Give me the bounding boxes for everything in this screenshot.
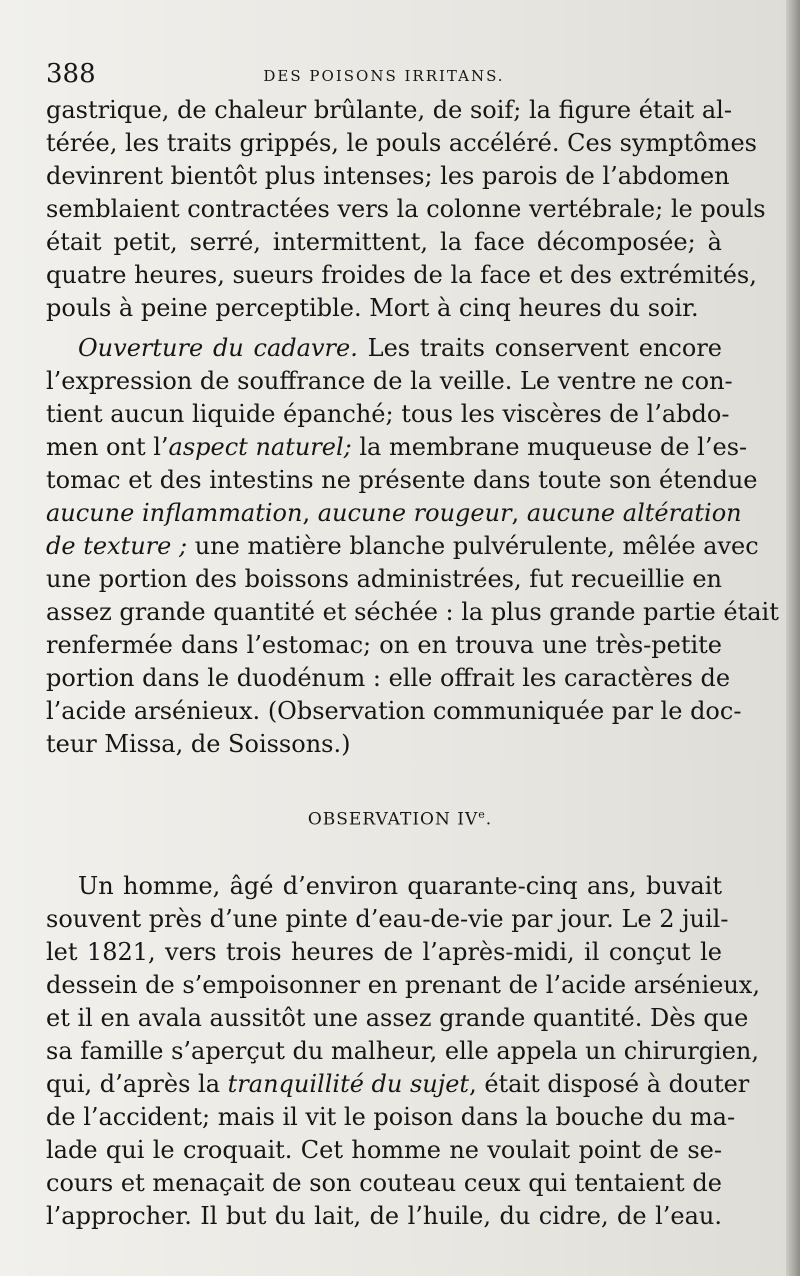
text-line: assez grande quantité et séchée : la plus grande partie était [46, 598, 779, 626]
italic-text: Ouverture du cadavre. [78, 334, 358, 362]
text-line: cours et menaçait de son couteau ceux qui tentaient de [46, 1169, 722, 1197]
text-span: , était disposé à douter [469, 1070, 750, 1098]
text-line: pouls à peine perceptible. Mort à cinq heures du soir. [46, 294, 699, 322]
text-line: l’expression de souffrance de la veille. Le ventre ne con- [46, 367, 733, 395]
text-line [46, 431, 748, 464]
heading-superscript: e [478, 808, 486, 821]
text-line: Un homme, âgé d’environ quarante-cinq ans, buvait [78, 872, 722, 900]
italic-text: de texture ; [46, 532, 188, 560]
text-line: quatre heures, sueurs froides de la face et des extrémités, [46, 261, 757, 289]
text-line: let 1821, vers trois heures de l’après-midi, il conçut le [46, 938, 722, 966]
italic-text: aucune rougeur [317, 499, 512, 527]
text-line [46, 530, 759, 563]
italic-text: aucune altération [526, 499, 742, 527]
paragraph-autopsy [46, 332, 779, 761]
text-line: dessein de s’empoisonner en prenant de l’acide arsénieux, [46, 971, 760, 999]
text-span: , [302, 499, 318, 527]
text-line: tient aucun liquide épanché; tous les viscères de l’abdo- [46, 400, 730, 428]
text-line [46, 332, 722, 365]
running-head: DES POISONS IRRITANS. [263, 67, 505, 85]
text-line: devinrent bientôt plus intenses; les parois de l’abdomen [46, 162, 730, 190]
italic-text: tranquillité du sujet [227, 1070, 470, 1098]
text-span: qui, d’après la [46, 1070, 228, 1098]
text-line [46, 1068, 750, 1101]
text-line [46, 497, 742, 530]
italic-text: aucune inflammation [46, 499, 303, 527]
text-line: souvent près d’une pinte d’eau-de-vie par jour. Le 2 juil- [46, 905, 729, 933]
page-edge [786, 0, 800, 1276]
observation-heading [0, 808, 800, 830]
text-line: l’acide arsénieux. (Observation communiquée par le doc- [46, 697, 742, 725]
text-line: et il en avala aussitôt une assez grande quantité. Dès que [46, 1004, 749, 1032]
text-line: teur Missa, de Soissons.) [46, 730, 351, 758]
italic-text: aspect naturel; [168, 433, 352, 461]
paragraph-continuation [46, 94, 766, 325]
text-line: était petit, serré, intermittent, la face décomposée; à [46, 228, 722, 256]
heading-punctuation: . [485, 809, 493, 830]
text-span: men ont l’ [46, 433, 169, 461]
text-span: , [511, 499, 527, 527]
text-line: gastrique, de chaleur brûlante, de soif; la figure était al- [46, 96, 732, 124]
text-span: Les traits conservent encore [357, 334, 723, 362]
text-line: tomac et des intestins ne présente dans toute son étendue [46, 466, 758, 494]
paragraph-observation [46, 870, 760, 1233]
text-line: renfermée dans l’estomac; on en trouva une très-petite [46, 631, 722, 659]
page-header [46, 54, 722, 94]
text-line: une portion des boissons administrées, fut recueillie en [46, 565, 722, 593]
page-number: 388 [46, 59, 96, 89]
text-line: semblaient contractées vers la colonne vertébrale; le pouls [46, 195, 766, 223]
text-line: l’approcher. Il but du lait, de l’huile, du cidre, de l’eau. [46, 1202, 722, 1230]
text-span: la membrane muqueuse de l’es- [351, 433, 748, 461]
text-span: une matière blanche pulvérulente, mêlée avec [187, 532, 759, 560]
text-line: de l’accident; mais il vit le poison dans la bouche du ma- [46, 1103, 736, 1131]
text-line: lade qui le croquait. Cet homme ne voulait point de se- [46, 1136, 722, 1164]
text-line: térée, les traits grippés, le pouls accéléré. Ces symptômes [46, 129, 757, 157]
text-line: sa famille s’aperçut du malheur, elle appela un chirurgien, [46, 1037, 760, 1065]
heading-text: OBSERVATION IV [307, 809, 479, 830]
text-line: portion dans le duodénum : elle offrait les caractères de [46, 664, 731, 692]
